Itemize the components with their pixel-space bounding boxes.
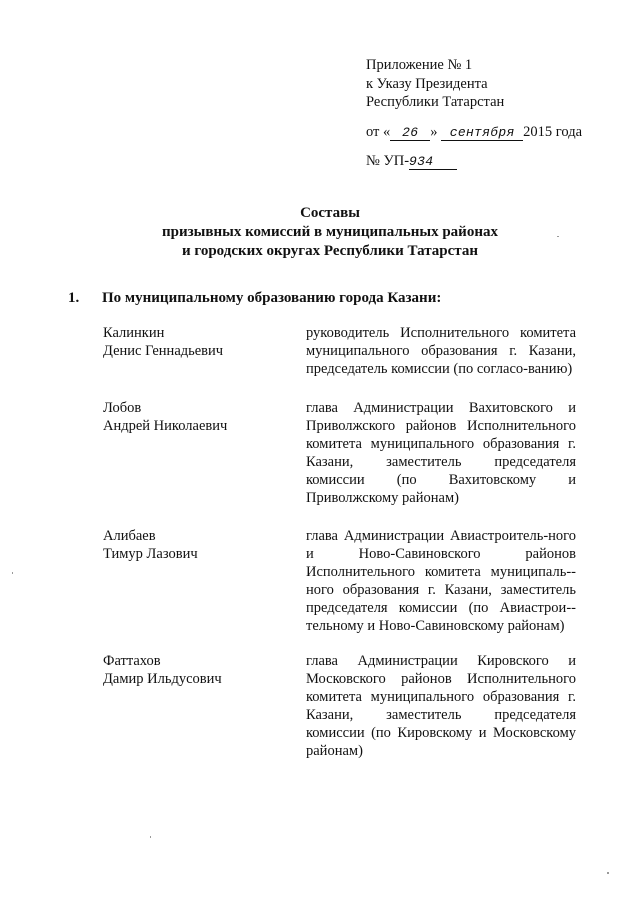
member-given-name: Андрей Николаевич [103,418,228,434]
number-value: 934 [409,154,457,170]
member-row [103,324,583,378]
appendix-line-2: к Указу Президента [366,75,488,92]
date-mid: » [430,123,438,140]
member-given-name: Денис Геннадьевич [103,343,224,359]
appendix-line-3: Республики Татарстан [366,94,505,110]
member-position: глава Администрации Кировского и Московского районов Исполнительного комитета муниципального образования г. Казани, заместитель председателя комиссии (по Кировскому и Московскому районам) [306,653,576,759]
number-prefix: № УП- [366,153,410,169]
date-prefix: от « [366,123,391,140]
member-position: глава Администрации Авиастроитель-ного и Ново-Савиновского районов Исполнительного комитета муниципаль-ного образования г. Казани, заместитель председателя комиссии (по Авиастрои-тельному и Ново-Савиновскому районам) [306,528,576,634]
title-line-1: Составы [300,205,360,221]
member-given-name: Тимур Лазович [103,546,198,562]
section-number: 1. [68,290,80,306]
date-suffix: 2015 года [523,123,583,140]
member-given-name: Дамир Ильдусович [103,671,222,687]
member-name [103,652,306,760]
commission-members [103,324,583,760]
appendix-header [366,56,626,171]
member-name [103,399,306,507]
member-surname: Калинкин [103,325,165,341]
section-heading [68,290,441,307]
title-line-2: призывных комиссий в муниципальных районах [162,224,498,240]
date-day: 26 [390,125,430,141]
scan-mark [607,872,609,874]
title-line-3: и городских округах Республики Татарстан [182,243,478,259]
member-row [103,652,583,760]
date-month: сентября [441,125,523,141]
member-row [103,399,583,507]
member-position: руководитель Исполнительного комитета муниципального образования г. Казани, председатель комиссии (по согласо-ванию) [306,325,576,377]
member-surname: Фаттахов [103,653,161,669]
document-title [60,204,600,261]
appendix-line-1: Приложение № 1 [366,57,473,73]
member-position: глава Администрации Вахитовского и Приволжского районов Исполнительного комитета муниципального образования г. Казани, заместитель председателя комиссии (по Вахитовскому и Приволжскому районам) [306,400,576,506]
member-row [103,527,583,635]
member-name [103,324,306,378]
decree-number [366,152,626,171]
scan-mark [557,236,559,237]
section-title: По муниципальному образованию города Казани: [102,290,442,306]
decree-date [366,123,626,142]
scan-mark [150,836,151,838]
member-name [103,527,306,635]
member-surname: Алибаев [103,528,156,544]
member-surname: Лобов [103,400,142,416]
scan-mark [12,572,13,574]
